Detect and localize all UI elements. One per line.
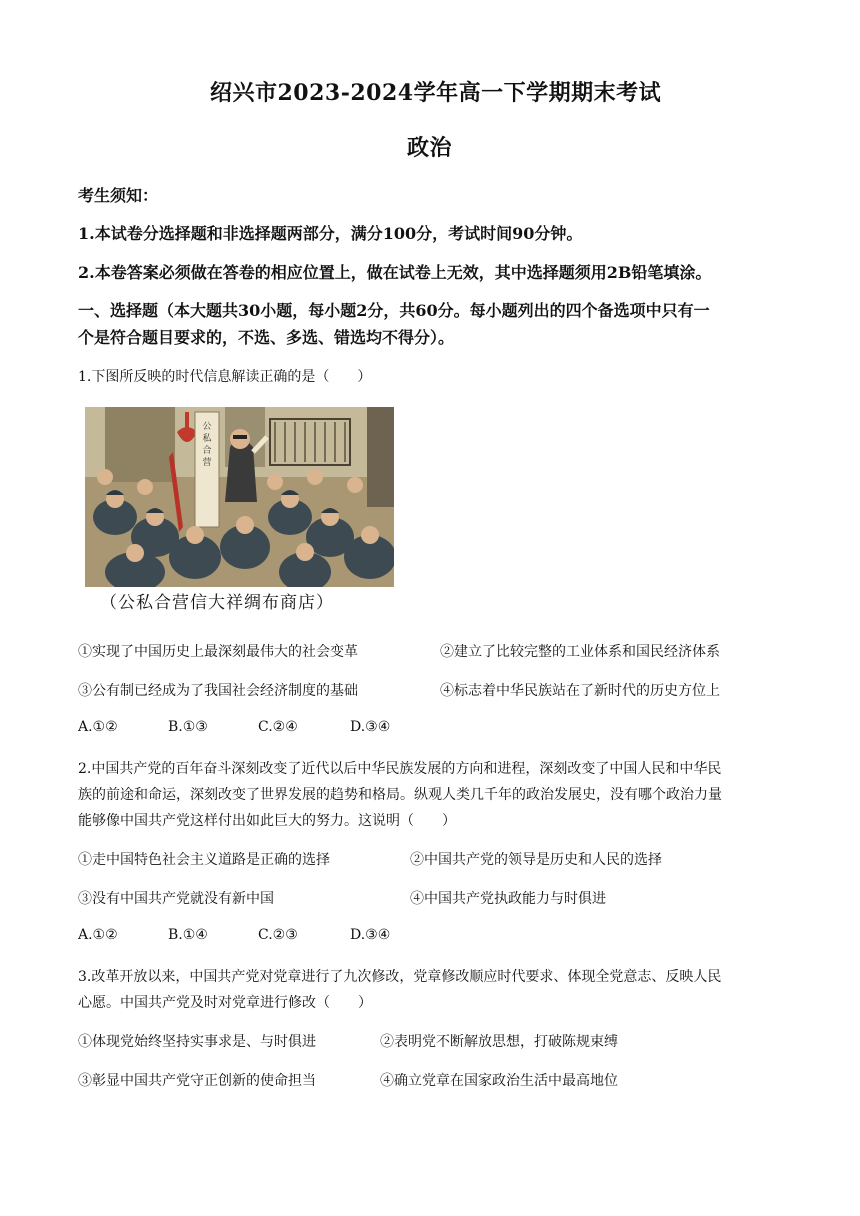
banner-text-2: 私 [202, 434, 212, 444]
banner-text-1: 公 [202, 422, 212, 432]
q1-choice-b: B.①③ [168, 719, 208, 735]
q2-stem-line1: 2.中国共产党的百年奋斗深刻改变了近代以后中华民族发展的方向和进程，深刻改变了中国人民和中华民 [78, 761, 722, 777]
q3-stem-line2: 心愿。中国共产党及时对党章进行修改（ ） [78, 995, 372, 1011]
q3-option-2: ②表明党不断解放思想，打破陈规束缚 [380, 1034, 618, 1050]
q2-choice-a: A.①② [78, 927, 118, 943]
notice-item-1: 1.本试卷分选择题和非选择题两部分，满分100分，考试时间90分钟。 [78, 224, 583, 243]
q1-choice-a: A.①② [78, 719, 118, 735]
subject-title: 政治 [407, 135, 453, 161]
q1-option-3: ③公有制已经成为了我国社会经济制度的基础 [78, 683, 358, 699]
banner-text-4: 营 [202, 458, 212, 468]
q3-stem-line1: 3.改革开放以来，中国共产党对党章进行了九次修改，党章修改顺应时代要求、体现全党意志、反映人民 [78, 969, 722, 985]
q1-option-2: ②建立了比较完整的工业体系和国民经济体系 [440, 644, 720, 660]
section-heading-line2: 个是符合题目要求的，不选、多选、错选均不得分）。 [78, 328, 455, 347]
q2-stem-line2: 族的前途和命运，深刻改变了世界发展的趋势和格局。纵观人类几千年的政治发展史，没有哪个政治力量 [78, 787, 722, 803]
q1-option-1: ①实现了中国历史上最深刻最伟大的社会变革 [78, 644, 358, 660]
q2-option-4: ④中国共产党执政能力与时俱进 [410, 891, 606, 907]
q1-choice-d: D.③④ [350, 719, 391, 735]
q2-choice-b: B.①④ [168, 927, 208, 943]
q2-stem-line3: 能够像中国共产党这样付出如此巨大的努力。这说明（ ） [78, 813, 456, 829]
q3-option-1: ①体现党始终坚持实事求是、与时俱进 [78, 1034, 316, 1050]
q3-option-3: ③彰显中国共产党守正创新的使命担当 [78, 1073, 316, 1089]
q2-option-3: ③没有中国共产党就没有新中国 [78, 891, 274, 907]
q3-option-4: ④确立党章在国家政治生活中最高地位 [380, 1073, 618, 1089]
q2-option-2: ②中国共产党的领导是历史和人民的选择 [410, 852, 662, 868]
section-heading-line1: 一、选择题（本大题共30小题，每小题2分，共60分。每小题列出的四个备选项中只有一 [78, 301, 710, 320]
q2-choice-d: D.③④ [350, 927, 391, 943]
q1-illustration [85, 407, 394, 587]
notice-item-2: 2.本卷答案必须做在答卷的相应位置上，做在试卷上无效，其中选择题须用2B铅笔填涂。 [78, 263, 712, 282]
q1-figure-caption: （公私合营信大祥绸布商店） [100, 593, 334, 613]
q1-option-4: ④标志着中华民族站在了新时代的历史方位上 [440, 683, 720, 699]
q1-choice-c: C.②④ [258, 719, 298, 735]
q2-choice-c: C.②③ [258, 927, 298, 943]
q2-option-1: ①走中国特色社会主义道路是正确的选择 [78, 852, 330, 868]
notice-heading: 考生须知： [78, 186, 159, 205]
page-title: 绍兴市2023-2024学年高一下学期期末考试 [210, 80, 662, 106]
q1-stem: 1.下图所反映的时代信息解读正确的是（ ） [78, 369, 372, 385]
banner-text-3: 合 [202, 446, 212, 456]
